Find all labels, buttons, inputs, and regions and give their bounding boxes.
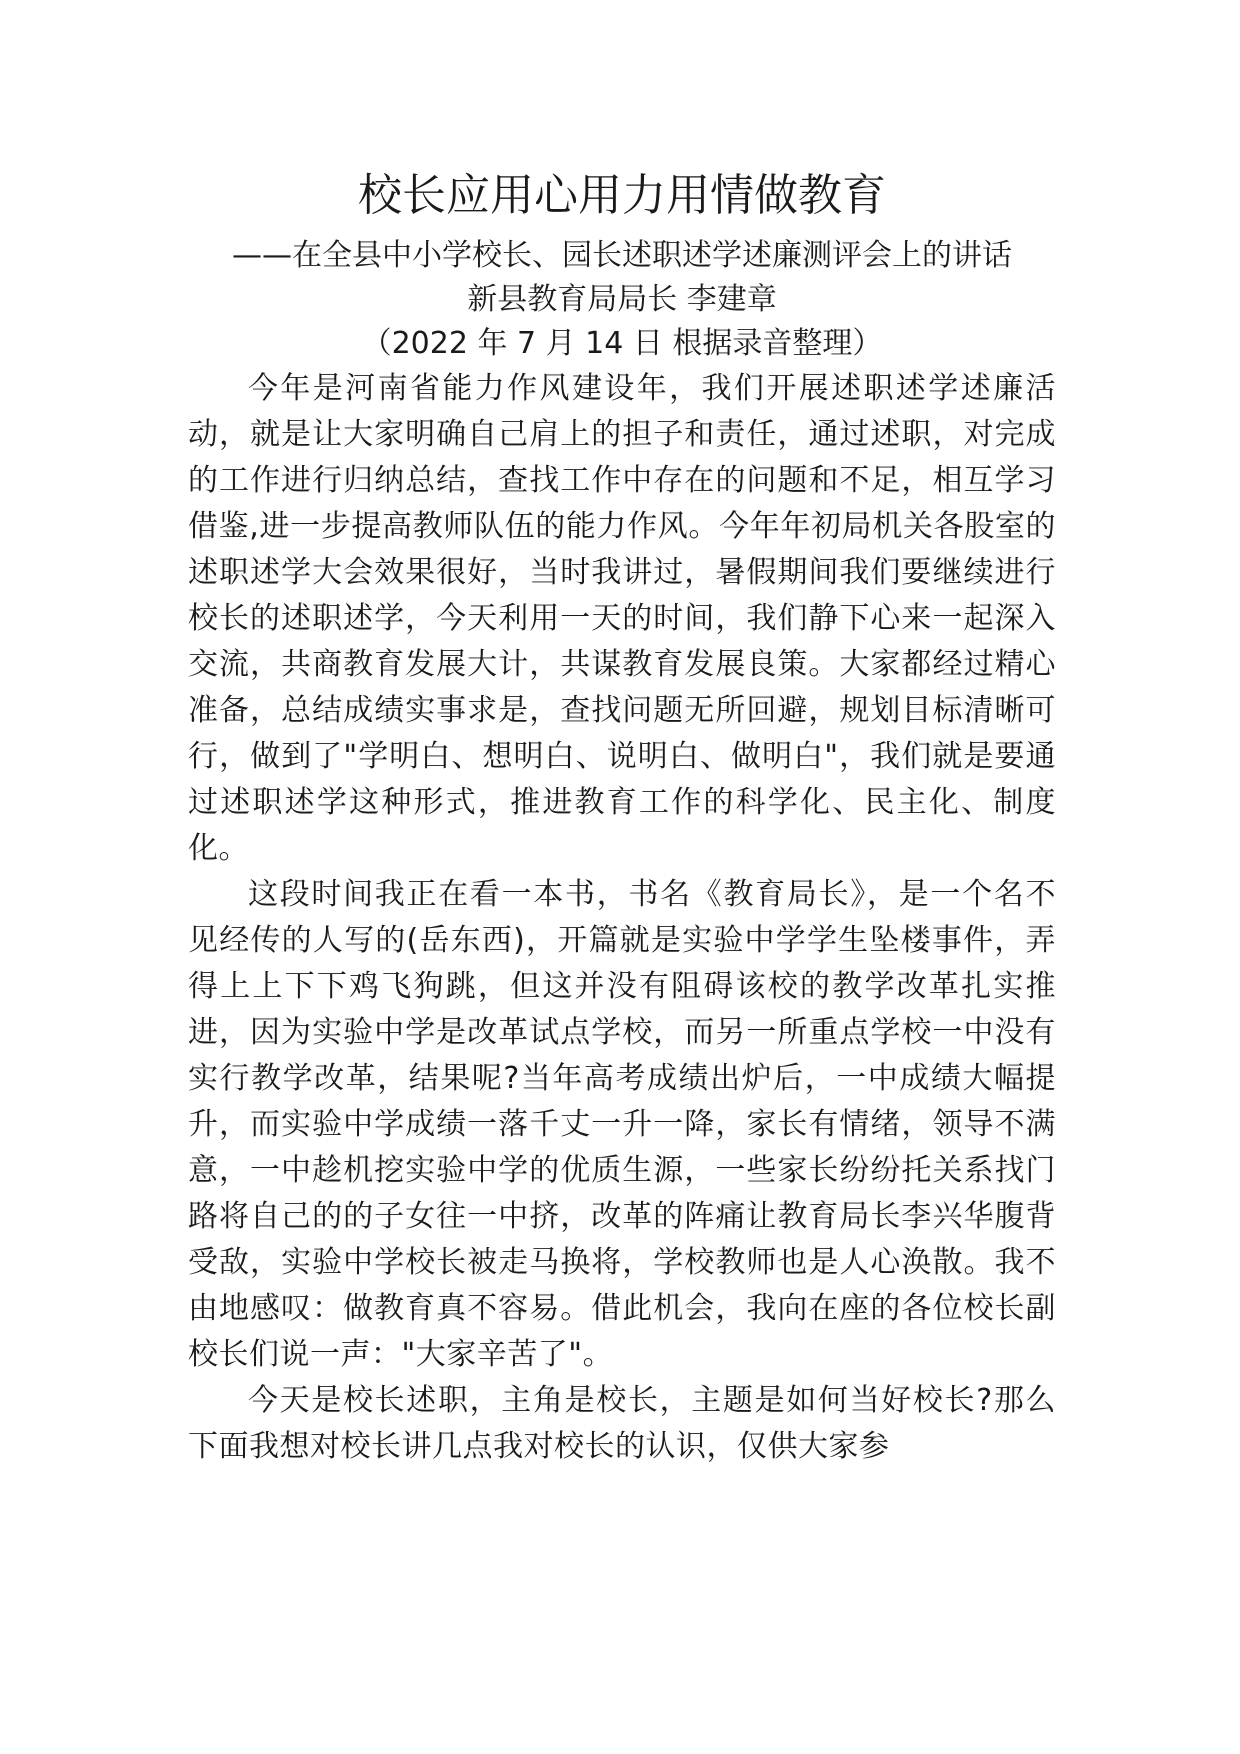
author-line: 新县教育局局长 李建章 [467,282,777,317]
document-subtitle: ——在全县中小学校长、园长述职述学述廉测评会上的讲话 [232,238,1012,273]
paragraph-1: 今年是河南省能力作风建设年，我们开展述职述学述廉活动，就是让大家明确自己肩上的担子和责任，通过述职，对完成的工作进行归纳总结，查找工作中存在的问题和不足，相互学习借鉴,进一步提高教师队伍的能力作风。今年年初局机关各股室的述职述学大会效果很好，当时我讲过，暑假期间我们要继续进行校长的述职述学，今天利用一天的时间，我们静下心来一起深入交流，共商教育发展大计，共谋教育发展良策。大家都经过精心准备，总结成绩实事求是，查找问题无所回避，规划目标清晰可行，做到了"学明白、想明白、说明白、做明白"，我们就是要通过述职述学这种形式，推进教育工作的科学化、民主化、制度化。 [188,371,1056,866]
document-page [188,168,1056,1470]
paragraph-3: 今天是校长述职，主角是校长，主题是如何当好校长?那么下面我想对校长讲几点我对校长的认识，仅供大家参 [188,1383,1056,1464]
paragraph-2: 这段时间我正在看一本书，书名《教育局长》，是一个名不见经传的人写的(岳东西)，开篇就是实验中学学生坠楼事件，弄得上上下下鸡飞狗跳，但这并没有阻碍该校的教学改革扎实推进，因为实验中学是改革试点学校，而另一所重点学校一中没有实行教学改革，结果呢?当年高考成绩出炉后，一中成绩大幅提升，而实验中学成绩一落千丈一升一降，家长有情绪，领导不满意，一中趁机挖实验中学的优质生源，一些家长纷纷托关系找门路将自己的的子女往一中挤，改革的阵痛让教育局长李兴华腹背受敌，实验中学校长被走马换将，学校教师也是人心涣散。我不由地感叹：做教育真不容易。借此机会，我向在座的各位校长副校长们说一声："大家辛苦了"。 [188,877,1056,1372]
document-title: 校长应用心用力用情做教育 [358,170,886,221]
date-note: （2022 年 7 月 14 日 根据录音整理） [361,326,883,361]
